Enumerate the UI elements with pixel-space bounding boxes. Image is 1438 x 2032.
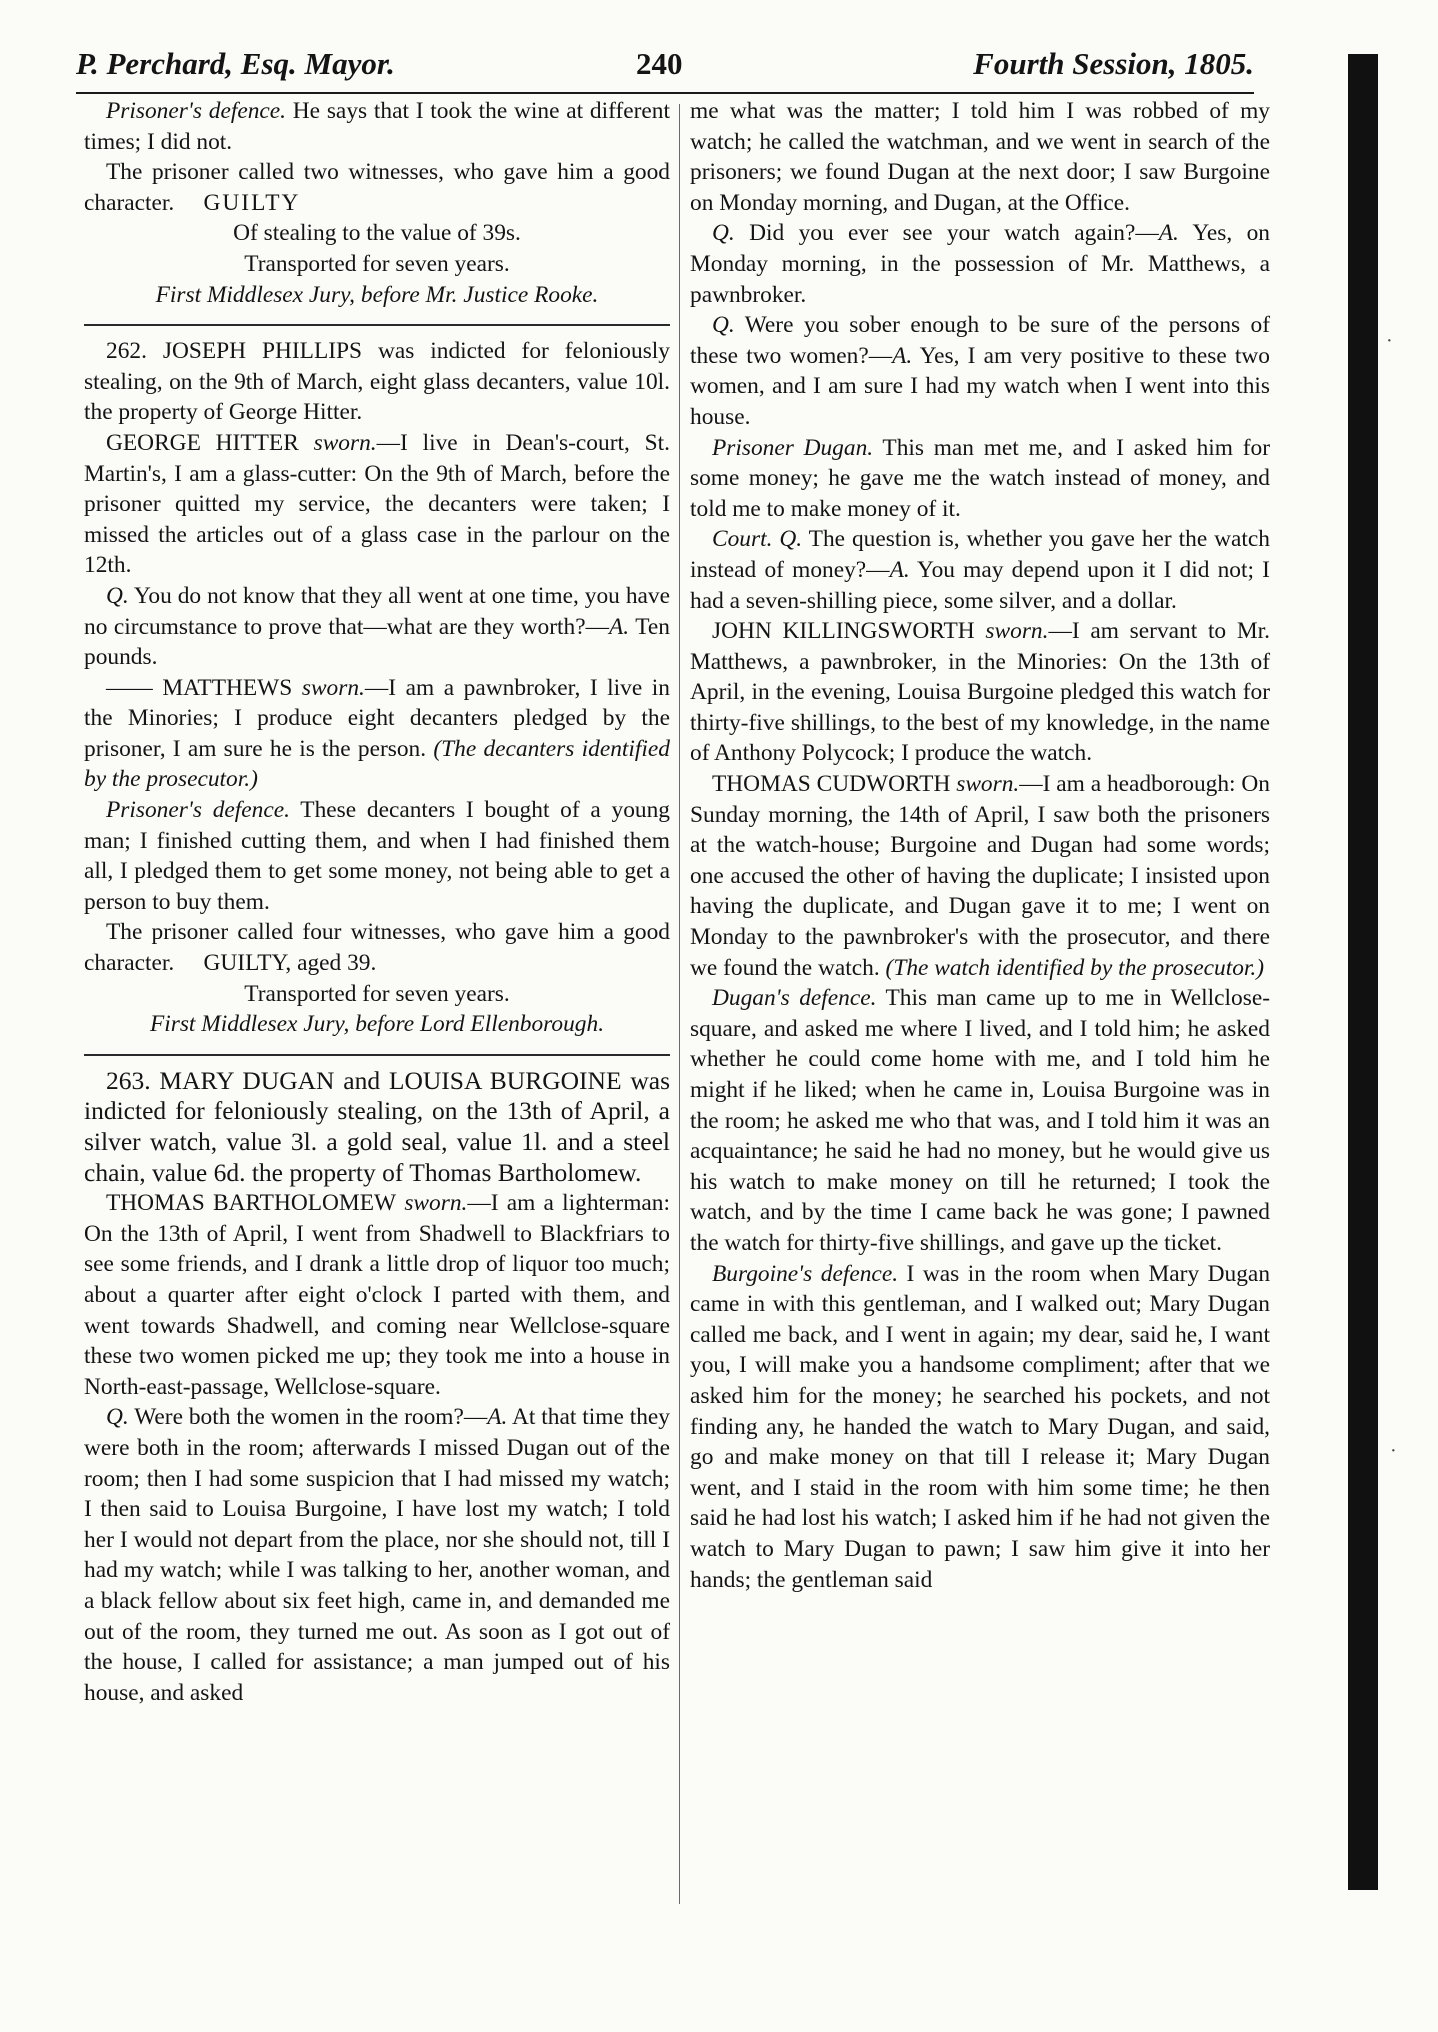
question-sober: Q. Were you sober enough to be sure of the persons of these two women?—A. Yes, I am very positive to these two women, and I am sure I had my watch when I went into this house. (690, 312, 1270, 430)
case-divider (84, 324, 670, 326)
jury-line: First Middlesex Jury, before Mr. Justice Rooke. (155, 281, 599, 308)
running-head (76, 46, 1254, 94)
witnesses-262: The prisoner called four witnesses, who gave him a good character. GUILTY, aged 39. (84, 919, 670, 977)
case-262-intro: 262. JOSEPH PHILLIPS was indicted for feloniously stealing, on the 9th of March, eight glass decanters, value 10l. the property of George Hitter. (84, 338, 670, 426)
bartholomew-testimony: THOMAS BARTHOLOMEW sworn.—I am a lighterman: On the 13th of April, I went from Shadwell to Blackfriars to see some friends, and I drank a little drop of liquor too much; about a quarter after eight o'clock I parted with them, and went towards Shadwell, and coming near Wellclose-square these two women picked me up; they took me into a house in North-east-passage, Wellclose-square. (84, 1190, 670, 1400)
matthews-testimony: —— MATTHEWS sworn.—I am a pawnbroker, I live in the Minories; I produce eight decanters pledged by the prisoner, I am sure he is the person. (The decanters identified by the prosecutor.) (84, 674, 671, 793)
case-divider (84, 1054, 670, 1056)
sentence: Transported for seven years. (244, 980, 510, 1007)
left-column (84, 96, 670, 1708)
dugans-defence: Dugan's defence. This man came up to me in Wellclose-square, and asked me where I lived, and I told him; he asked whether he could come home with me, and I told him he might if he liked; when he came in, Louisa Burgoine was in the room; he asked me who that was, and I told him it was an acquaintance; he said he had no money, but he would give us his watch to make money on till he returned; I took the watch, and by the time I came back he was gone; I pawned the watch for thirty-five shillings, and gave up the ticket. (690, 985, 1270, 1256)
sentence: Of stealing to the value of 39s. (233, 220, 521, 247)
binding-edge (1348, 54, 1378, 1890)
column-separator (679, 104, 680, 1904)
header-session: Fourth Session, 1805. (973, 46, 1254, 81)
dugan-statement: Prisoner Dugan. This man met me, and I asked him for some money; he gave me the watch instead of money, and told me to make money of it. (690, 434, 1270, 522)
question-watch: Q. Did you ever see your watch again?—A. Yes, on Monday morning, in the possession of Mr. Matthews, a pawnbroker. (690, 220, 1271, 308)
prior-defence: Prisoner's defence. He says that I took the wine at different times; I did not. (84, 98, 670, 155)
prior-witnesses: The prisoner called two witnesses, who gave him a good character. GUILTY (84, 159, 670, 216)
sentence: Transported for seven years. (244, 250, 510, 277)
verdict: GUILTY (203, 189, 301, 216)
question-262: Q. You do not know that they all went at one time, you have no circumstance to prove that—what are they worth?—A. Ten pounds. (84, 582, 670, 671)
testimony-continued: me what was the matter; I told him I was robbed of my watch; he called the watchman, and we went in search of the prisoners; we found Dugan at the next door; I saw Burgoine on Monday morning, and Dugan, at the Office. (690, 98, 1270, 216)
question-263: Q. Were both the women in the room?—A. At that time they were both in the room; afterwards I missed Dugan out of the room; then I had some suspicion that I had missed my watch; I then said to Louisa Burgoine, I have lost my watch; I told her I would not depart from the place, nor she should not, till I had my watch; while I was talking to her, another woman, and a black fellow about six feet high, came in, and demanded me out of the room, they turned me out. As soon as I got out of the house, I called for assistance; a man jumped out of his house, and asked (84, 1404, 670, 1706)
cudworth-testimony: THOMAS CUDWORTH sworn.—I am a headborough: On Sunday morning, the 14th of April, I saw both the prisoners at the watch-house; Burgoine and Dugan had some words; one accused the other of having the duplicate; I insisted upon having the duplicate, and Dugan gave it to me; I went on Monday to the pawnbroker's with the prosecutor, and there we found the watch. (The watch identified by the prosecutor.) (690, 771, 1270, 981)
case-263-intro: 263. MARY DUGAN and LOUISA BURGOINE was indicted for feloniously stealing, on the 13th of April, a silver watch, value 3l. a gold seal, value 1l. and a steel chain, value 6d. the property of Thomas Bartholomew. (84, 1065, 670, 1187)
killingsworth-testimony: JOHN KILLINGSWORTH sworn.—I am servant to Mr. Matthews, a pawnbroker, in the Minories: On the 13th of April, in the evening, Louisa Burgoine pledged this watch for thirty-five shillings, to the best of my knowledge, in the name of Anthony Polycock; I produce the watch. (690, 618, 1270, 767)
scan-speck: · (1386, 330, 1393, 352)
hitter-testimony: GEORGE HITTER sworn.—I live in Dean's-court, St. Martin's, I am a glass-cutter: On the 9th of March, before the prisoner quitted my service, the decanters were taken; I missed the articles out of a glass case in the parlour on the 12th. (84, 429, 670, 579)
scan-speck: · (1390, 1440, 1397, 1462)
header-mayor: P. Perchard, Esq. Mayor. (76, 46, 395, 81)
page-number: 240 (636, 46, 683, 81)
defence-262: Prisoner's defence. These decanters I bought of a young man; I finished cutting them, and when I had finished them all, I pledged them to get some money, not being able to get a person to buy them. (84, 797, 670, 915)
right-column (690, 96, 1270, 1595)
court-question: Court. Q. The question is, whether you gave her the watch instead of money?—A. You may depend upon it I did not; I had a seven-shilling piece, some silver, and a dollar. (690, 526, 1270, 614)
burgoines-defence: Burgoine's defence. I was in the room when Mary Dugan came in with this gentleman, and I walked out; Mary Dugan called me back, and I went in again; my dear, said he, I want you, I will make you a handsome compliment; after that we asked him for the money; he searched his pockets, and not finding any, he handed the watch to Mary Dugan, and said, go and make money on that till I release it; Mary Dugan went, and I staid in the room with him some time; he then said he had lost his watch; I asked him if he had not given the watch to Mary Dugan to pawn; I saw him give it into her hands; the gentleman said (690, 1260, 1271, 1593)
header-rule (76, 92, 1254, 94)
jury-line: First Middlesex Jury, before Lord Ellenborough. (149, 1011, 605, 1038)
verdict: GUILTY, aged 39. (203, 950, 377, 977)
